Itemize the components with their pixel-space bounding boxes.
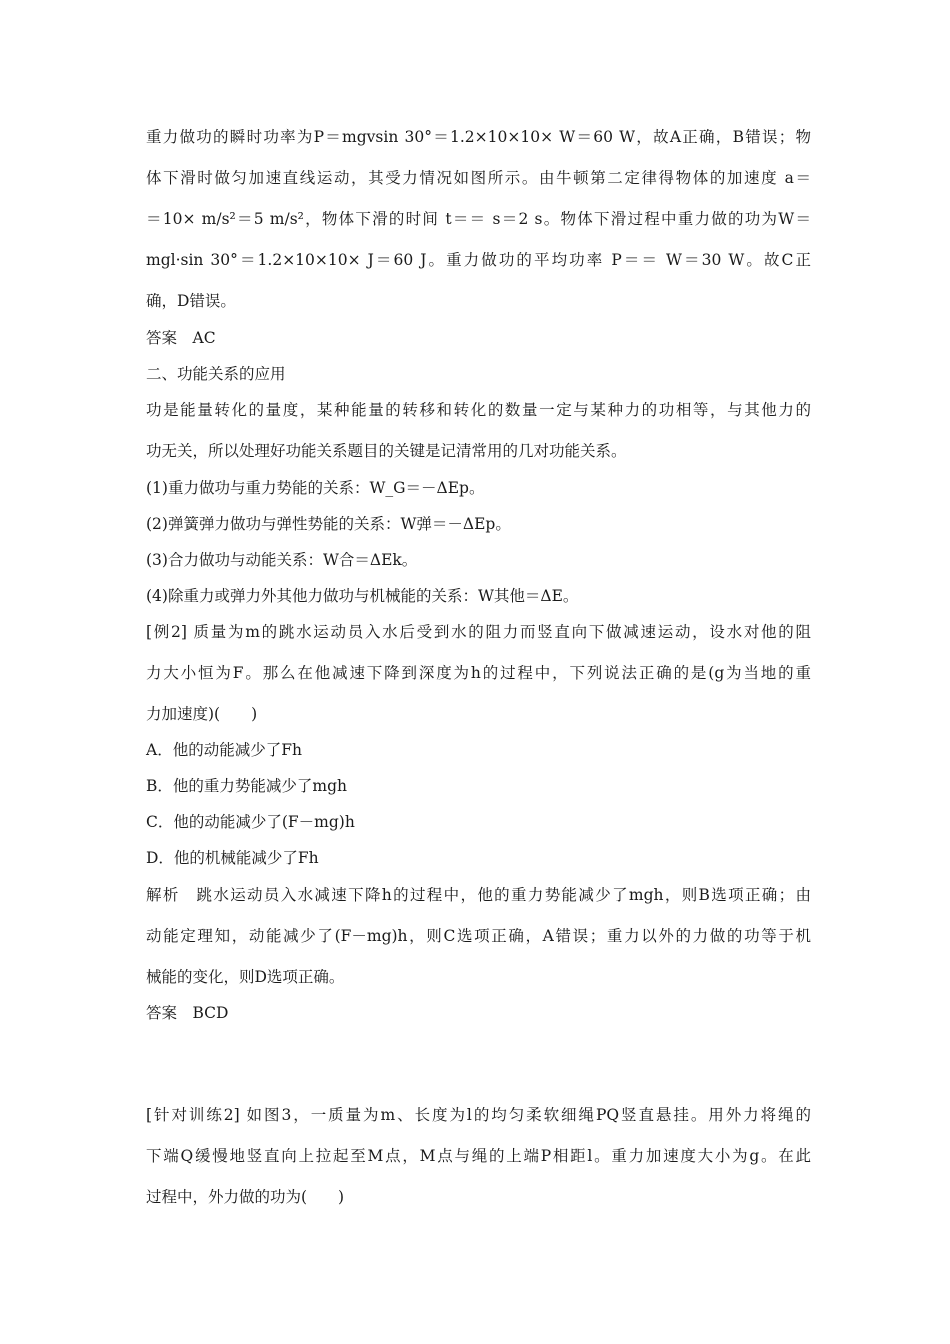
text-line: 功无关，所以处理好功能关系题目的关键是记清常用的几对功能关系。 [146, 442, 627, 460]
list-item: (4)除重力或弹力外其他力做功与机械能的关系：W其他＝ΔE。 [146, 587, 579, 605]
exercise-line: 下端Q缓慢地竖直向上拉起至M点，M点与绳的上端P相距l。重力加速度大小为g。在此 [146, 1147, 811, 1165]
section-heading: 二、功能关系的应用 [146, 365, 286, 383]
exercise-line: [针对训练2] 如图3，一质量为m、长度为l的均匀柔软细绳PQ竖直悬挂。用外力将绳的 [146, 1106, 811, 1124]
option-d: D．他的机械能减少了Fh [146, 849, 319, 867]
option-c: C．他的动能减少了(F－mg)h [146, 813, 355, 831]
example-line: 力加速度)( ) [146, 705, 258, 723]
analysis-line: 动能定理知，动能减少了(F－mg)h，则C选项正确，A错误；重力以外的力做的功等于机 [146, 927, 811, 945]
text-line: 确，D错误。 [146, 292, 236, 310]
text-line: 体下滑时做匀加速直线运动，其受力情况如图所示。由牛顿第二定律得物体的加速度 a＝ [146, 169, 811, 187]
option-a: A．他的动能减少了Fh [146, 741, 302, 759]
text-line: ＝10× m/s²＝5 m/s²，物体下滑的时间 t＝＝ s＝2 s。物体下滑过程中重力做的功为W＝ [146, 210, 811, 228]
analysis-line: 解析 跳水运动员入水减速下降h的过程中，他的重力势能减少了mgh，则B选项正确；由 [146, 886, 811, 904]
answer-line: 答案 BCD [146, 1004, 229, 1022]
example-line: [例2] 质量为m的跳水运动员入水后受到水的阻力而竖直向下做减速运动，设水对他的阻 [146, 623, 811, 641]
text-line: mgl·sin 30°＝1.2×10×10× J＝60 J。重力做功的平均功率 P＝＝ W＝30 W。故C正 [146, 251, 811, 269]
list-item: (2)弹簧弹力做功与弹性势能的关系：W弹＝－ΔEp。 [146, 515, 511, 533]
analysis-line: 械能的变化，则D选项正确。 [146, 968, 345, 986]
text-line: 重力做功的瞬时功率为P＝mgvsin 30°＝1.2×10×10× W＝60 W，故A正确，B错误；物 [146, 128, 811, 146]
answer-line: 答案 AC [146, 329, 216, 347]
list-item: (3)合力做功与动能关系：W合＝ΔEk。 [146, 551, 418, 569]
list-item: (1)重力做功与重力势能的关系：W_G＝－ΔEp。 [146, 479, 485, 497]
option-b: B．他的重力势能减少了mgh [146, 777, 347, 795]
exercise-line: 过程中，外力做的功为( ) [146, 1188, 345, 1206]
text-line: 功是能量转化的量度，某种能量的转移和转化的数量一定与某种力的功相等，与其他力的 [146, 401, 811, 419]
example-line: 力大小恒为F。那么在他减速下降到深度为h的过程中，下列说法正确的是(g为当地的重 [146, 664, 811, 682]
